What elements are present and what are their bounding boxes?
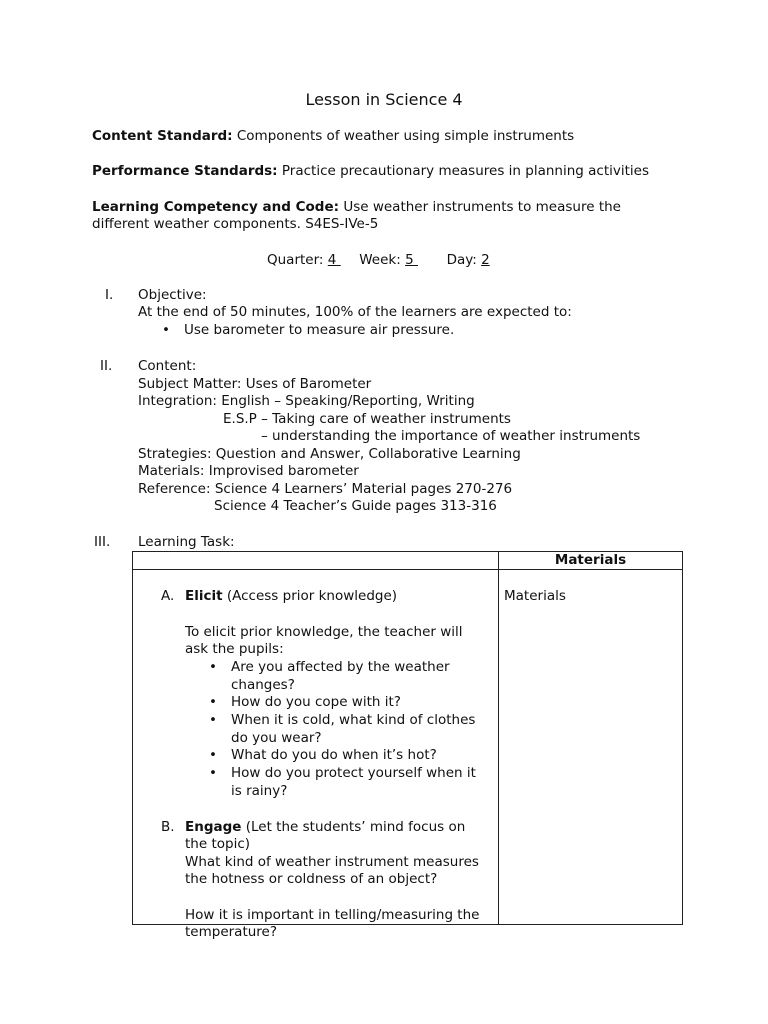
engage-q2-line-2: temperature?: [185, 924, 278, 940]
reference-line-1: Reference: Science 4 Learners’ Material pages 270-276: [138, 481, 513, 497]
bullet-icon: •: [162, 322, 170, 338]
list-item: • How do you cope with it?: [209, 694, 401, 710]
learning-competency-text-2: different weather components. S4ES-IVe-5: [92, 216, 379, 232]
schedule: [267, 252, 490, 269]
integration-line-3: – understanding the importance of weather instruments: [261, 428, 641, 444]
bullet-icon: •: [209, 712, 217, 728]
objective-intro: At the end of 50 minutes, 100% of the learners are expected to:: [138, 304, 572, 320]
bullet-icon: •: [209, 765, 217, 781]
elicit-letter: A.: [161, 588, 175, 604]
objective-bullet-item: [162, 322, 454, 339]
elicit-intro-1: To elicit prior knowledge, the teacher will: [185, 624, 463, 640]
performance-standards: [92, 163, 649, 180]
content-heading: Content:: [138, 358, 197, 374]
engage-label: Engage: [185, 819, 242, 835]
elicit-intro-2: ask the pupils:: [185, 641, 284, 657]
elicit-note: (Access prior knowledge): [226, 588, 398, 604]
performance-standards-label: Performance Standards:: [92, 163, 278, 179]
engage-letter: B.: [161, 819, 175, 835]
list-item-continued: changes?: [231, 677, 295, 693]
page-title: Lesson in Science 4: [305, 90, 463, 109]
content-standard-text: Components of weather using simple instruments: [236, 128, 575, 144]
list-item: • How do you protect yourself when it: [209, 765, 476, 781]
materials-cell: [499, 570, 683, 925]
day-label: Day:: [446, 252, 477, 268]
performance-standards-text: Practice precautionary measures in planning activities: [281, 163, 649, 179]
objective-heading: Objective:: [138, 287, 207, 303]
engage-note-2: the topic): [185, 836, 251, 852]
bullet-icon: •: [209, 747, 217, 763]
learning-task-table: [132, 551, 683, 940]
integration-line-1: Integration: English – Speaking/Reporting, Writing: [138, 393, 475, 409]
activities-cell: [133, 570, 499, 940]
learning-task-numeral: III.: [94, 534, 111, 550]
week-value: 5: [405, 252, 414, 268]
list-item: • When it is cold, what kind of clothes: [209, 712, 476, 728]
quarter-label: Quarter:: [267, 252, 324, 268]
elicit-label: Elicit: [185, 588, 223, 604]
engage-note-1: (Let the students’ mind focus on: [245, 819, 466, 835]
materials: Materials: Improvised barometer: [138, 463, 359, 479]
bullet-icon: •: [209, 694, 217, 710]
list-item: • What do you do when it’s hot?: [209, 747, 437, 763]
list-item: • Are you affected by the weather: [209, 659, 450, 675]
list-item-continued: is rainy?: [231, 783, 288, 799]
content-standard-label: Content Standard:: [92, 128, 233, 144]
content-standard: [92, 128, 574, 145]
integration-line-2: E.S.P – Taking care of weather instruments: [223, 411, 511, 427]
engage-q1-line-2: the hotness or coldness of an object?: [185, 871, 438, 887]
elicit-heading: [185, 588, 397, 605]
objective-bullet-text: Use barometer to measure air pressure.: [184, 322, 455, 338]
list-item-continued: do you wear?: [231, 730, 322, 746]
reference-line-2: Science 4 Teacher’s Guide pages 313-316: [214, 498, 497, 514]
table-header-materials: Materials: [499, 552, 683, 570]
table-header-empty: [133, 552, 499, 570]
materials-cell-text: Materials: [504, 588, 566, 604]
objective-numeral: I.: [105, 287, 114, 303]
engage-heading: [185, 819, 465, 836]
quarter-value: 4: [327, 252, 337, 268]
bullet-icon: •: [209, 659, 217, 675]
strategies: Strategies: Question and Answer, Collaborative Learning: [138, 446, 521, 462]
day-value: 2: [481, 252, 490, 268]
subject-matter: Subject Matter: Uses of Barometer: [138, 376, 372, 392]
week-label: Week:: [359, 252, 401, 268]
learning-competency: [92, 199, 621, 216]
content-numeral: II.: [100, 358, 113, 374]
engage-q2-line-1: How it is important in telling/measuring the: [185, 907, 480, 923]
learning-task-heading: Learning Task:: [138, 534, 235, 550]
learning-competency-label: Learning Competency and Code:: [92, 199, 340, 215]
learning-competency-text-1: Use weather instruments to measure the: [343, 199, 621, 215]
engage-q1-line-1: What kind of weather instrument measures: [185, 854, 479, 870]
